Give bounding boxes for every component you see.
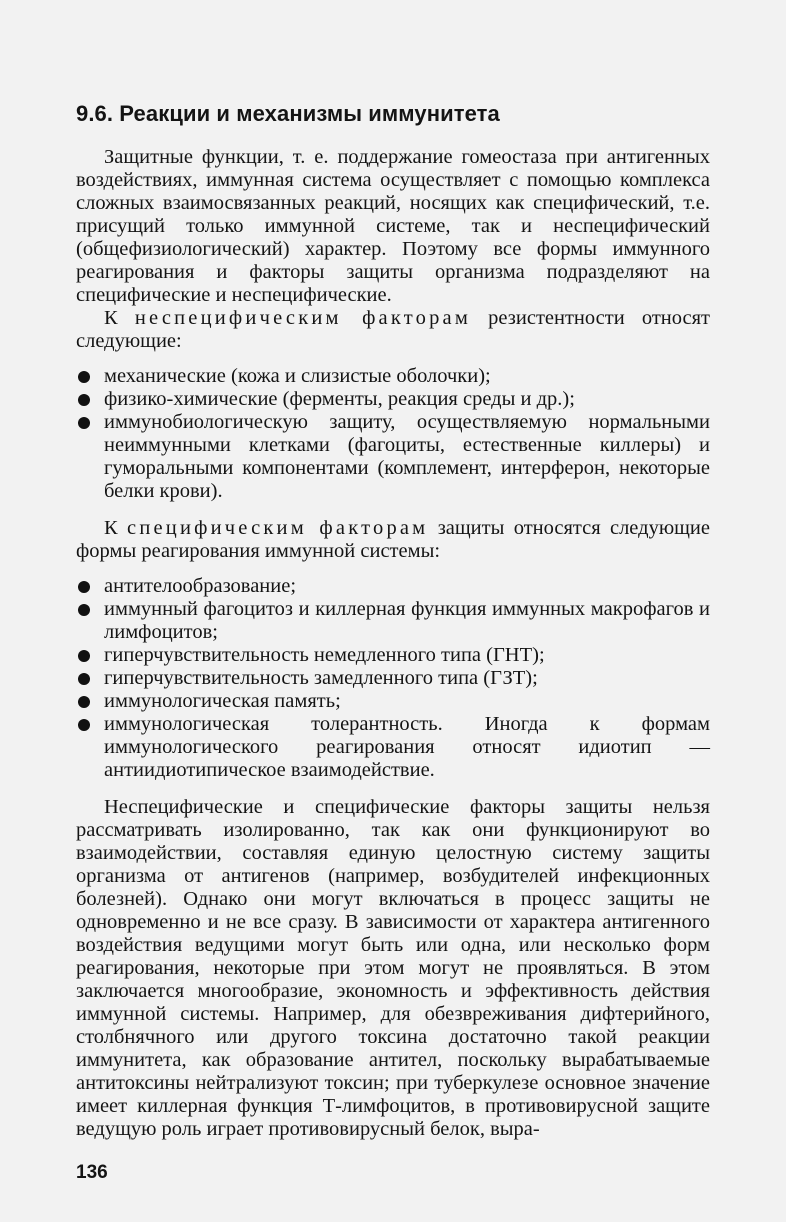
list-item-text: гиперчувствительность немедленного типа (ГНТ); [104, 644, 545, 666]
specific-lead-prefix: К [104, 517, 128, 539]
list-item-text: иммунологическая память; [104, 690, 341, 712]
list-item-text: механические (кожа и слизистые оболочки); [104, 365, 491, 387]
section-heading: 9.6. Реакции и механизмы иммунитета [76, 101, 500, 126]
list-item-text: иммунный фагоцитоз и киллерная функция иммунных макрофагов и лимфоцитов; [104, 598, 710, 643]
nonspecific-lead-prefix: К [104, 307, 135, 329]
list-item-text: иммунологическая толерантность. Иногда к формам иммунологического реагирования относят идиотип — антиидиотипическое взаимодействие. [104, 713, 710, 781]
list-item [76, 411, 710, 503]
list-item-text: гиперчувствительность замедленного типа (ГЗТ); [104, 667, 538, 689]
list-item [76, 690, 710, 713]
bullet-icon [78, 604, 90, 616]
bullet-icon [78, 696, 90, 708]
list-item [76, 365, 710, 388]
list-item [76, 598, 710, 644]
list-item [76, 644, 710, 667]
closing-paragraph: Неспецифические и специфические факторы защиты нельзя рассматривать изолированно, так как они функционируют во взаимодействии, составляя единую целостную систему защиты организма от антигенов (например, возбудителей инфекционных болезней). Однако они могут включаться в процесс защиты не одновременно и не все сразу. В зависимости от характера антигенного воздействия ведущими могут быть или одна, или несколько форм реагирования, некоторые при этом могут не проявляться. В этом заключается многообразие, экономность и эффективность действия иммунной системы. Например, для обезвреживания дифтерийного, столбнячного или другого токсина достаточно такой реакции иммунитета, как образование антител, поскольку вырабатываемые антитоксины нейтрализуют токсин; при туберкулезе основное значение имеет киллерная функция Т-лимфоцитов, в противовирусной защите ведущую роль играет противовирусный белок, выра- [76, 796, 710, 1140]
list-item-text: иммунобиологическую защиту, осуществляемую нормальными неиммунными клетками (фагоциты, естественные киллеры) и гуморальными компонентами (комплемент, интерферон, некоторые белки крови). [104, 411, 710, 502]
bullet-icon [78, 650, 90, 662]
bullet-icon [78, 581, 90, 593]
bullet-icon [78, 417, 90, 429]
list-item [76, 388, 710, 411]
nonspecific-term: неспецифическим факторам [134, 307, 472, 329]
specific-term: специфическим факторам [127, 517, 429, 539]
page-number: 136 [76, 1162, 108, 1183]
list-item [76, 667, 710, 690]
nonspecific-lead-paragraph [76, 307, 710, 353]
list-item [76, 713, 710, 782]
bullet-icon [78, 371, 90, 383]
list-item-text: физико-химические (ферменты, реакция среды и др.); [104, 388, 575, 410]
bullet-icon [78, 719, 90, 731]
list-item-text: антителообразование; [104, 575, 297, 597]
bullet-icon [78, 394, 90, 406]
specific-factors-list [76, 575, 710, 782]
nonspecific-factors-list [76, 365, 710, 503]
list-item [76, 575, 710, 598]
page-content [76, 100, 710, 1141]
specific-lead-suffix: защиты относятся следующие формы реагирования иммунной системы: [76, 517, 710, 562]
intro-paragraph: Защитные функции, т. е. поддержание гомеостаза при антигенных воздействиях, иммунная система осуществляет с помощью комплекса сложных взаимосвязанных реакций, носящих как специфический, т.е. присущий только иммунной системе, так и неспецифический (общефизиологический) характер. Поэтому все формы иммунного реагирования и факторы защиты организма подразделяют на специфические и неспецифические. [76, 146, 710, 306]
bullet-icon [78, 673, 90, 685]
nonspecific-lead-suffix: резистентности относят следующие: [76, 307, 711, 352]
specific-lead-paragraph [76, 517, 710, 563]
